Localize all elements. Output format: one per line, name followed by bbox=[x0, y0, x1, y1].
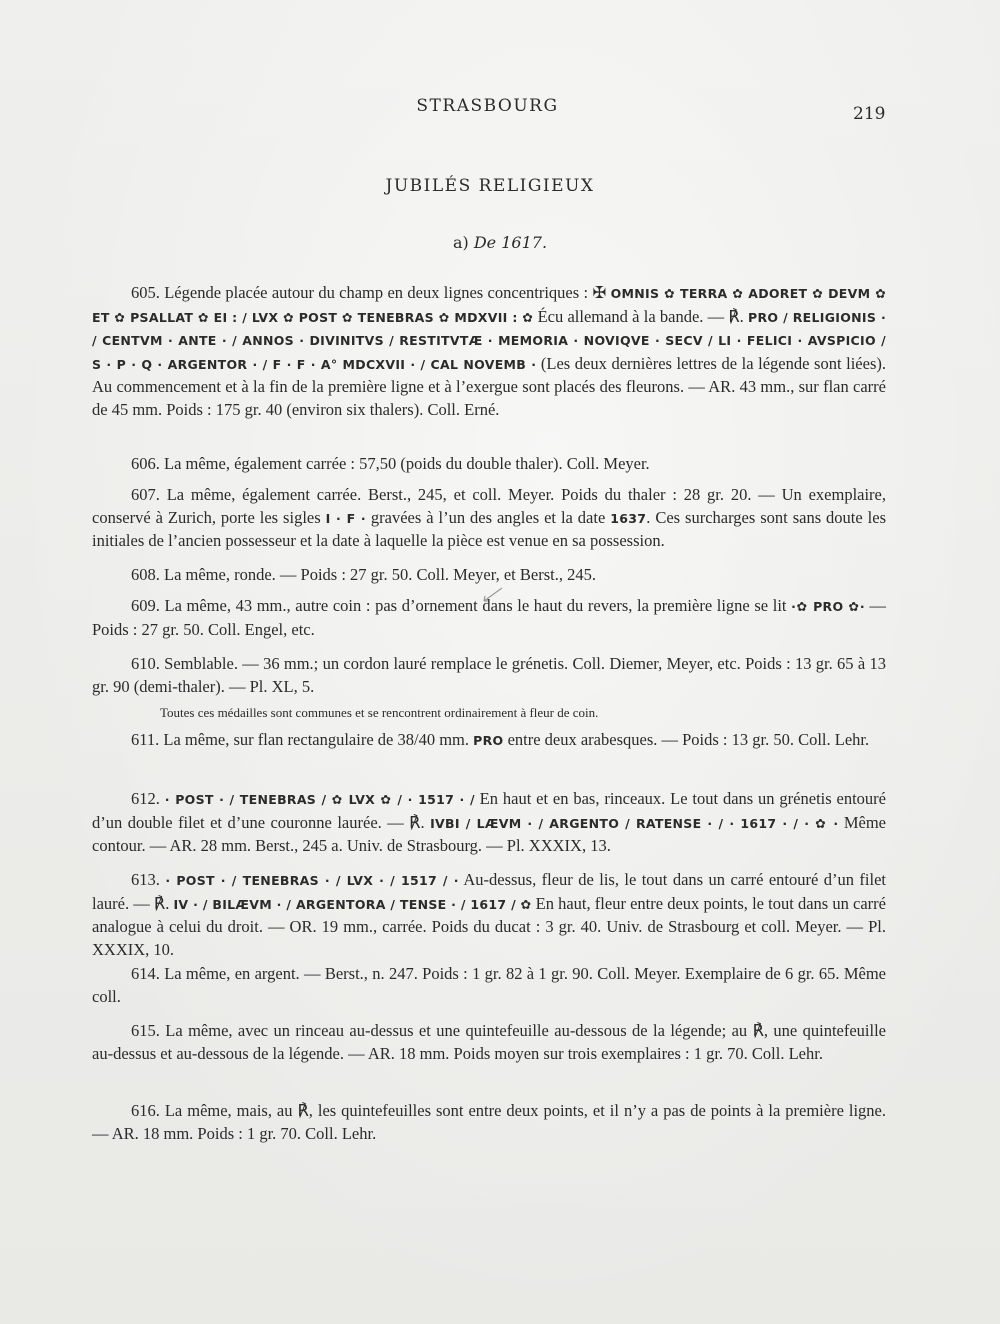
entry-613-details: En haut, fleur entre deux points, le tout dans un carré analogue à celui du droit. — OR. 19 mm., carrée. Poids du ducat : 3 gr. 40. Univ. de Strasbourg et coll. Meyer. — Pl. XXXIX, 10. bbox=[92, 893, 886, 959]
running-head: STRASBOURG bbox=[416, 96, 559, 116]
entry-612 bbox=[92, 788, 886, 858]
entry-605-description: Écu allemand à la bande. — ℟. bbox=[533, 306, 749, 326]
entry-607-text: 607. La même, également carrée. Berst., 245, et coll. Meyer. Poids du thaler : 28 gr. 20. — Un exemplaire, conservé à Zurich, porte les sigles bbox=[92, 485, 886, 527]
entry-611-text-2: entre deux arabesques. — Poids : 13 gr. 50. Coll. Lehr. bbox=[503, 730, 870, 749]
entry-613-reverse-legend: IV · / BILÆVM · / ARGENTORA / TENSE · / 1617 / ✿ bbox=[173, 896, 532, 912]
entry-605-reverse-legend: PRO / RELIGIONIS · / CENTVM · ANTE · / ANNOS · DIVINITVS / RESTITVTÆ · MEMORIA · NOVIQVE · SECV / LI · FELICI · AVSPICIO / S · P · Q · ARGENTOR · / F · F · A° MDCXVII · / CAL NOVEMB · bbox=[92, 309, 886, 372]
entry-605-intro: 605. Légende placée autour du champ en deux lignes concentriques : ✠ bbox=[131, 283, 611, 302]
subsection-title: De 1617. bbox=[473, 233, 548, 252]
entry-607 bbox=[92, 484, 886, 553]
entry-612-number: 612. bbox=[131, 789, 165, 808]
entry-612-reverse-legend: IVBI / LÆVM · / ARGENTO / RATENSE · / · 1617 · / · ✿ · bbox=[430, 815, 839, 831]
entry-612-details: Même contour. — AR. 28 mm. Berst., 245 a. Univ. de Strasbourg. — Pl. XXXIX, 13. bbox=[92, 812, 887, 855]
entry-616: 616. La même, mais, au ℟, les quintefeuilles sont entre deux points, et il n’y a pas de points à la première ligne. — AR. 18 mm. Poids : 1 gr. 70. Coll. Lehr. bbox=[92, 1101, 886, 1143]
entry-611-legend: PRO bbox=[473, 733, 504, 748]
entry-612-obverse-legend: · POST · / TENEBRAS / ✿ LVX ✿ / · 1517 · / bbox=[164, 792, 475, 807]
entry-609-text-2: — Poids : 27 gr. 50. Coll. Engel, etc. bbox=[92, 596, 886, 639]
entry-606: 606. La même, également carrée : 57,50 (poids du double thaler). Coll. Meyer. bbox=[131, 454, 650, 473]
entry-608: 608. La même, ronde. — Poids : 27 gr. 50. Coll. Meyer, et Berst., 245. bbox=[131, 565, 596, 584]
entry-607-text-2: gravées à l’un des angles et la date bbox=[365, 507, 611, 527]
entry-610: 610. Semblable. — 36 mm.; un cordon lauré remplace le grénetis. Coll. Diemer, Meyer, etc. Poids : 13 gr. 65 à 13 gr. 90 (demi-thaler). — Pl. XL, 5. bbox=[92, 654, 886, 696]
page-number: 219 bbox=[853, 104, 886, 124]
subsection-prefix: a) bbox=[452, 233, 469, 252]
subsection-heading bbox=[0, 233, 1000, 252]
entry-611-text: 611. La même, sur flan rectangulaire de 38/40 mm. bbox=[131, 730, 474, 749]
entry-613 bbox=[92, 869, 886, 961]
entry-605-details: (Les deux dernières lettres de la légende sont liées). Au commencement et à la fin de la première ligne et à l’exergue sont placés des fleurons. — AR. 43 mm., sur flan carré de 45 mm. Poids : 175 gr. 40 (environ six thalers). Coll. Erné. bbox=[92, 353, 886, 419]
entry-615: 615. La même, avec un rinceau au-dessus et une quintefeuille au-dessous de la légende; au ℟, une quintefeuille au-dessus et au-dessous de la légende. — AR. 18 mm. Poids moyen sur trois exemplaires : 1 gr. 70. Coll. Lehr. bbox=[92, 1021, 886, 1063]
entry-611 bbox=[92, 729, 886, 753]
footnote-remark: Toutes ces médailles sont communes et se rencontrent ordinairement à fleur de coin. bbox=[160, 705, 599, 720]
entry-614: 614. La même, en argent. — Berst., n. 247. Poids : 1 gr. 82 à 1 gr. 90. Coll. Meyer. Exemplaire de 6 gr. 65. Même coll. bbox=[92, 964, 886, 1006]
entry-609-text: 609. La même, 43 mm., autre coin : pas d’ornement dans le haut du revers, la première ligne se lit bbox=[131, 596, 792, 615]
entry-607-text-3: . Ces surcharges sont sans doute les initiales de l’ancien possesseur et la date à laquelle la pièce est venue en sa possession. bbox=[92, 507, 887, 550]
entry-607-sigles: I · F · bbox=[325, 510, 366, 526]
section-title: JUBILÉS RELIGIEUX bbox=[385, 176, 595, 196]
entry-612-text: En haut et en bas, rinceaux. Le tout dans un grénetis entouré d’un double filet et d’une couronne laurée. — ℟. bbox=[92, 789, 886, 832]
entry-609-legend: ·✿ PRO ✿· bbox=[791, 599, 865, 614]
entry-613-number: 613. bbox=[131, 870, 166, 889]
entry-605 bbox=[92, 282, 886, 421]
entry-613-obverse-legend: · POST · / TENEBRAS · / LVX · / 1517 / · bbox=[165, 873, 459, 888]
entry-605-obverse-legend: OMNIS ✿ TERRA ✿ ADORET ✿ DEVM ✿ ET ✿ PSALLAT ✿ EI : / LVX ✿ POST ✿ TENEBRAS ✿ MDXVII : ✿ bbox=[92, 286, 886, 325]
entry-609 bbox=[92, 595, 886, 641]
entry-613-text: Au-dessus, fleur de lis, le tout dans un carré entouré d’un filet lauré. — ℟. bbox=[92, 870, 886, 913]
entry-607-date: 1637 bbox=[610, 510, 647, 526]
